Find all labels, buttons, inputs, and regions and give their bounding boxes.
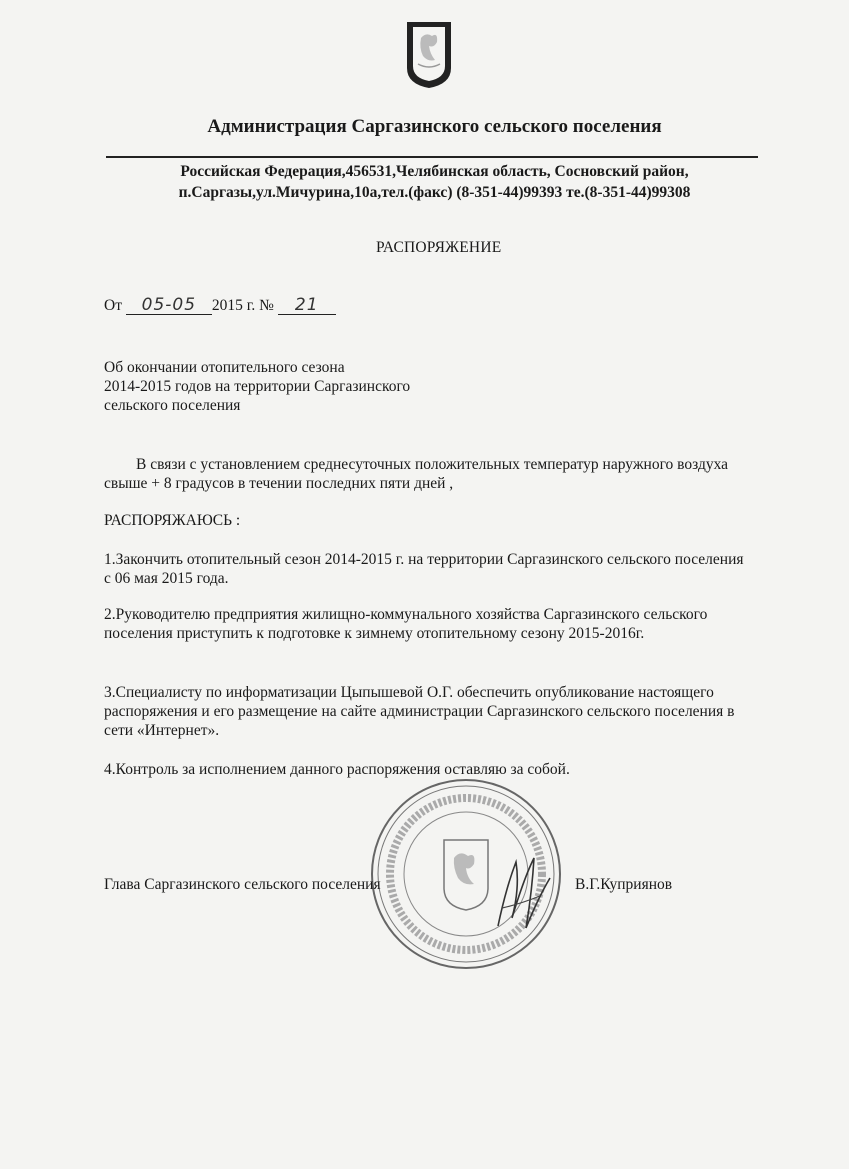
- order-word: РАСПОРЯЖАЮСЬ :: [104, 512, 241, 529]
- document-type: РАСПОРЯЖЕНИЕ: [376, 239, 502, 256]
- date-number-line: [104, 296, 336, 315]
- intro-paragraph: В связи с установлением среднесуточных положительных температур наружного воздуха свыше + 8 градусов в течении последних пяти дней ,: [104, 456, 729, 492]
- org-title: Администрация Саргазинского сельского поселения: [207, 116, 662, 137]
- subject-line-3: сельского поселения: [104, 397, 241, 414]
- address-line-1: Российская Федерация,456531,Челябинская область, Сосновский район,: [180, 163, 689, 180]
- subject-line-2: 2014-2015 годов на территории Саргазинского: [104, 378, 411, 395]
- handwritten-signature-icon: [490, 848, 560, 938]
- handwritten-number: 21: [278, 296, 336, 315]
- signatory-name: В.Г.Куприянов: [575, 876, 673, 893]
- order-item-4: 4.Контроль за исполнением данного распоряжения оставляю за собой.: [104, 761, 570, 778]
- subject-block: [104, 358, 410, 415]
- order-item-1: 1.Закончить отопительный сезон 2014-2015 г. на территории Саргазинского сельского поселения с 06 мая 2015 года.: [104, 551, 744, 587]
- order-item-3: 3.Специалисту по информатизации Цыпышевой О.Г. обеспечить опубликование настоящего распоряжения и его размещение на сайте администрации Саргазинского сельского поселения в сети «Интернет».: [104, 684, 735, 739]
- address-line-2: п.Саргазы,ул.Мичурина,10а,тел.(факс) (8-351-44)99393 те.(8-351-44)99308: [178, 184, 691, 201]
- signatory-title: Глава Саргазинского сельского поселения: [104, 876, 381, 893]
- year-number-text: 2015 г. №: [211, 297, 274, 314]
- header-divider: [106, 156, 758, 158]
- handwritten-date: 05-05: [126, 296, 212, 315]
- coat-of-arms-icon: [404, 18, 454, 90]
- subject-line-1: Об окончании отопительного сезона: [104, 359, 345, 376]
- order-item-2: 2.Руководителю предприятия жилищно-коммунального хозяйства Саргазинского сельского поселения приступить к подготовке к зимнему отопительному сезону 2015-2016г.: [104, 606, 708, 642]
- date-prefix: От: [104, 297, 122, 314]
